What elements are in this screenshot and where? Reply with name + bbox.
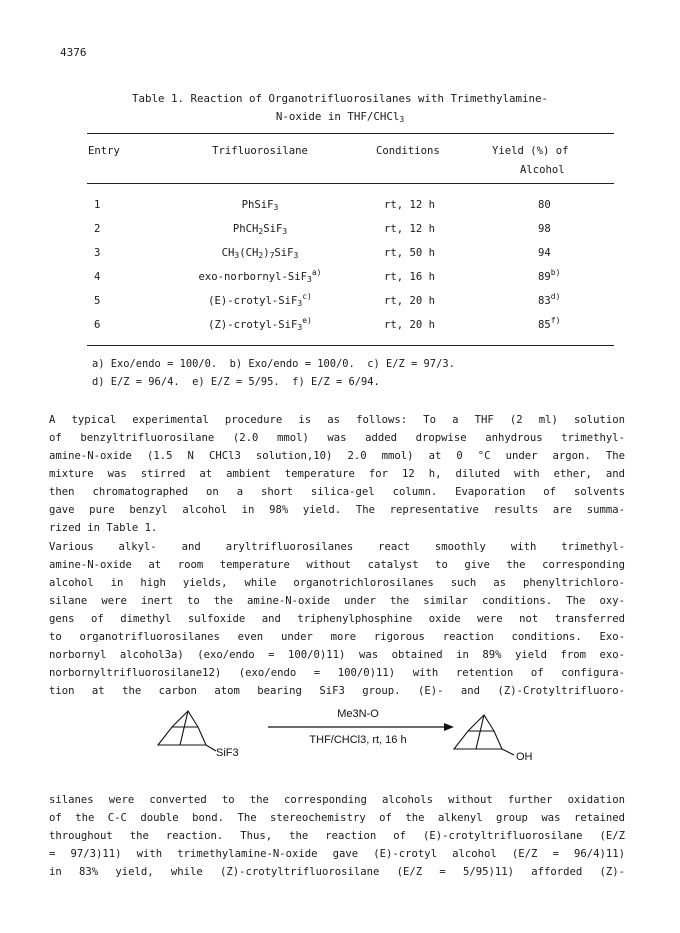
header-yield-2: Alcohol [520,164,565,176]
reactant-norbornyl-structure [158,711,216,751]
table-footnote-2: d) E/Z = 96/4. e) E/Z = 5/95. f) E/Z = 6/94. [92,376,380,388]
header-entry: Entry [88,145,120,157]
table-caption-line1: Table 1. Reaction of Organotrifluorosilanes with Trimethylamine- [131,92,549,105]
reactant-label: SiF3 [216,747,239,759]
page-number: 4376 [60,46,87,59]
table-footnote-1: a) Exo/endo = 100/0. b) Exo/endo = 100/0. c) E/Z = 97/3. [92,358,455,370]
header-trifluorosilane: Trifluorosilane [212,145,308,157]
product-label: OH [516,751,533,763]
table-top-rule [87,133,614,134]
header-yield-1: Yield (%) of [492,145,569,157]
reaction-scheme [150,705,570,765]
table-caption-line2: N-oxide in THF/CHCl$_3$ [275,110,405,124]
table-bottom-rule [87,345,614,346]
conditions-label: THF/CHCl3, rt, 16 h [309,734,407,746]
product-norbornyl-structure [454,715,514,755]
header-conditions: Conditions [376,145,440,157]
arrow-head-icon [444,723,454,731]
reagent-label: Me3N-O [337,708,379,720]
table-header-rule [87,183,614,184]
